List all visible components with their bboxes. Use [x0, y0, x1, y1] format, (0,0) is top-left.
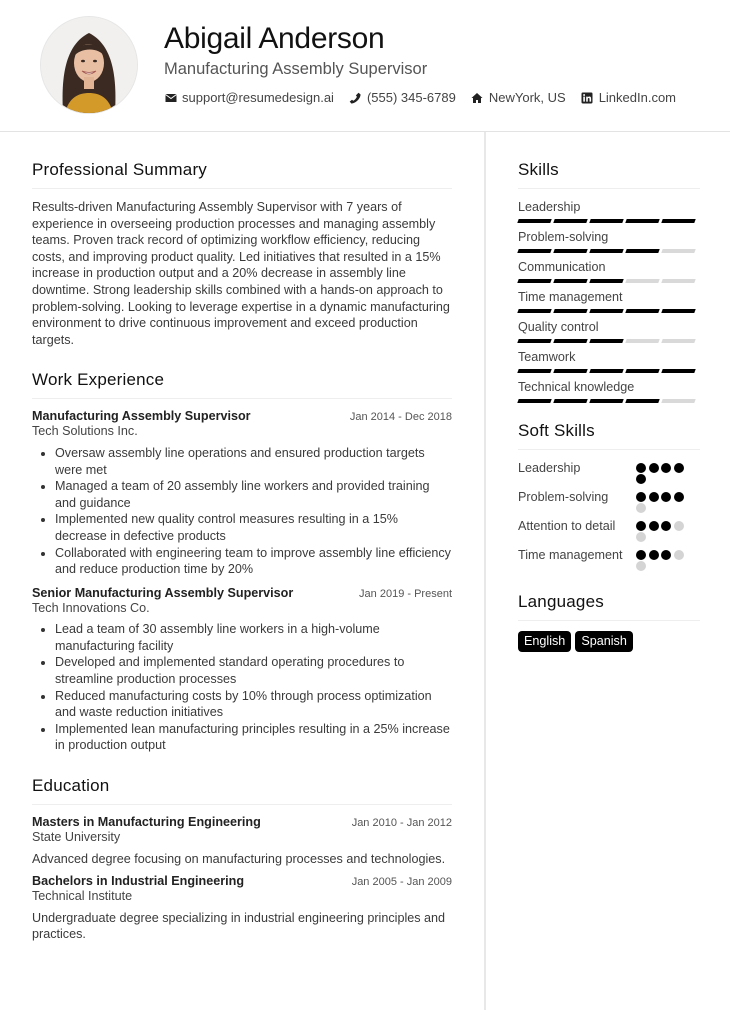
rating-dot-filled — [661, 521, 671, 531]
rating-segment-filled — [517, 309, 551, 313]
section-heading: Education — [32, 776, 452, 805]
rating-dot-filled — [636, 463, 646, 473]
rating-dot-empty — [674, 550, 684, 560]
rating-segment-filled — [661, 369, 695, 373]
skill-rating-bar — [518, 219, 700, 223]
education-dates: Jan 2005 - Jan 2009 — [351, 876, 452, 889]
soft-skills-list — [518, 460, 700, 572]
bullet-item: Oversaw assembly line operations and ensured production targets were met — [32, 445, 452, 478]
skill-rating-bar — [518, 279, 700, 283]
skill-item — [518, 259, 700, 283]
rating-dot-empty — [636, 532, 646, 542]
bullet-item: Lead a team of 30 assembly line workers in a high-volume manufacturing facility — [32, 621, 452, 654]
bullet-item: Implemented new quality control measures resulting in a 15% decrease in defective products — [32, 511, 452, 544]
skill-rating-bar — [518, 339, 700, 343]
rating-dot-filled — [636, 474, 646, 484]
skill-label: Teamwork — [518, 350, 576, 364]
column-divider — [484, 132, 486, 1010]
rating-dot-filled — [674, 492, 684, 502]
school-name: State University — [32, 830, 121, 845]
rating-dot-empty — [636, 561, 646, 571]
rating-dot-empty — [674, 521, 684, 531]
skill-item — [518, 319, 700, 343]
sidebar-column — [518, 160, 700, 652]
rating-dot-filled — [661, 463, 671, 473]
skills-list — [518, 199, 700, 403]
language-tag: English — [518, 631, 571, 652]
education-dates: Jan 2010 - Jan 2012 — [351, 817, 452, 830]
rating-dot-filled — [649, 521, 659, 531]
resume-header — [0, 0, 730, 132]
soft-skill-rating-dots — [636, 489, 686, 514]
rating-segment-filled — [517, 339, 551, 343]
rating-dot-filled — [636, 550, 646, 560]
job-entry — [32, 586, 452, 754]
language-tag: Spanish — [575, 631, 633, 652]
bullet-item: Managed a team of 20 assembly line workers and provided training and guidance — [32, 478, 452, 511]
soft-skill-item — [518, 489, 700, 514]
soft-skill-label: Problem-solving — [518, 490, 609, 504]
summary-section — [32, 160, 452, 348]
rating-segment-filled — [589, 369, 623, 373]
job-bullets — [32, 445, 452, 578]
section-heading: Professional Summary — [32, 160, 452, 189]
job-entry — [32, 409, 452, 577]
degree-title: Masters in Manufacturing Engineering — [32, 815, 261, 830]
school-name: Technical Institute — [32, 889, 133, 904]
skill-rating-bar — [518, 399, 700, 403]
rating-segment-filled — [517, 219, 551, 223]
language-list — [518, 631, 700, 652]
job-title: Senior Manufacturing Assembly Supervisor — [32, 585, 294, 600]
bullet-item: Implemented lean manufacturing principles resulting in a 25% increase in production output — [32, 721, 452, 754]
job-title: Manufacturing Assembly Supervisor — [32, 409, 251, 424]
rating-segment-empty — [661, 249, 695, 253]
rating-segment-filled — [553, 279, 587, 283]
rating-segment-filled — [589, 249, 623, 253]
education-entry — [32, 815, 452, 867]
rating-segment-filled — [589, 309, 623, 313]
skill-label: Technical knowledge — [518, 380, 635, 394]
job-dates: Jan 2014 - Dec 2018 — [349, 411, 452, 424]
skill-item — [518, 379, 700, 403]
linkedin-icon — [581, 91, 594, 104]
skill-label: Communication — [518, 260, 606, 274]
soft-skill-item — [518, 547, 700, 572]
section-heading: Languages — [518, 592, 700, 621]
languages-section — [518, 592, 700, 652]
avatar-portrait-icon — [41, 17, 137, 113]
rating-dot-filled — [649, 550, 659, 560]
main-column — [32, 160, 452, 943]
contact-linkedin-text: LinkedIn.com — [598, 90, 677, 105]
rating-segment-empty — [661, 279, 695, 283]
skill-label: Quality control — [518, 320, 599, 334]
rating-segment-filled — [517, 249, 551, 253]
skill-label: Problem-solving — [518, 230, 609, 244]
rating-segment-filled — [517, 279, 551, 283]
contact-phone-text: (555) 345-6789 — [366, 90, 456, 105]
rating-segment-filled — [661, 309, 695, 313]
soft-skill-rating-dots — [636, 547, 686, 572]
rating-dot-filled — [636, 521, 646, 531]
soft-skill-label: Attention to detail — [518, 519, 616, 533]
rating-segment-empty — [625, 339, 659, 343]
skill-rating-bar — [518, 249, 700, 253]
soft-skill-rating-dots — [636, 460, 686, 485]
rating-dot-filled — [661, 550, 671, 560]
contact-email-text: support@resumedesign.ai — [182, 90, 334, 105]
rating-segment-filled — [589, 219, 623, 223]
summary-text: Results-driven Manufacturing Assembly Supervisor with 7 years of experience in overseeing production processes and managing assembly teams. Proven track record of optimizing workflow efficiency, reducing costs, and improving product quality. Led initiatives that resulted in a 15% increase in production output and a 20% decrease in assembly line downtime. Strong leadership skills combined with a hands-on approach to problem-solving. Looking to leverage expertise in a dynamic manufacturing environment to drive continuous improvement and exceed production targets. — [32, 200, 450, 347]
contact-list — [164, 90, 691, 105]
home-icon — [471, 91, 484, 104]
section-heading: Skills — [518, 160, 700, 189]
education-description: Undergraduate degree specializing in industrial engineering principles and practices. — [32, 910, 446, 942]
rating-segment-filled — [625, 219, 659, 223]
envelope-icon — [164, 91, 177, 104]
contact-email[interactable] — [164, 90, 334, 105]
rating-dot-filled — [636, 492, 646, 502]
bullet-item: Reduced manufacturing costs by 10% through process optimization and waste reduction initiatives — [32, 688, 452, 721]
candidate-title: Manufacturing Assembly Supervisor — [164, 60, 428, 78]
rating-segment-filled — [553, 249, 587, 253]
rating-segment-filled — [589, 399, 623, 403]
rating-segment-filled — [589, 279, 623, 283]
skill-item — [518, 289, 700, 313]
soft-skill-item — [518, 460, 700, 485]
rating-segment-filled — [517, 399, 551, 403]
rating-segment-filled — [625, 369, 659, 373]
rating-dot-filled — [674, 463, 684, 473]
profile-photo — [41, 17, 137, 113]
soft-skills-section — [518, 421, 700, 572]
rating-dot-filled — [661, 492, 671, 502]
contact-phone[interactable] — [349, 90, 456, 105]
education-entry — [32, 874, 452, 943]
contact-linkedin[interactable] — [581, 90, 676, 105]
skill-item — [518, 229, 700, 253]
rating-segment-filled — [553, 369, 587, 373]
skill-rating-bar — [518, 369, 700, 373]
candidate-name: Abigail Anderson — [164, 22, 385, 55]
skill-rating-bar — [518, 309, 700, 313]
section-heading: Work Experience — [32, 370, 452, 399]
bullet-item: Collaborated with engineering team to improve assembly line efficiency and reduce production time by 20% — [32, 545, 452, 578]
rating-dot-filled — [649, 492, 659, 502]
rating-segment-empty — [661, 339, 695, 343]
skills-section — [518, 160, 700, 403]
rating-segment-filled — [625, 399, 659, 403]
rating-segment-filled — [553, 339, 587, 343]
rating-segment-filled — [589, 339, 623, 343]
rating-segment-filled — [625, 309, 659, 313]
experience-section — [32, 370, 452, 754]
soft-skill-label: Leadership — [518, 461, 581, 475]
skill-item — [518, 349, 700, 373]
rating-dot-empty — [636, 503, 646, 513]
skill-item — [518, 199, 700, 223]
soft-skill-item — [518, 518, 700, 543]
soft-skill-rating-dots — [636, 518, 686, 543]
contact-location-text: NewYork, US — [488, 90, 566, 105]
phone-icon — [349, 91, 362, 104]
bullet-item: Developed and implemented standard operating procedures to streamline production processes — [32, 654, 452, 687]
section-heading: Soft Skills — [518, 421, 700, 450]
skill-label: Time management — [518, 290, 623, 304]
rating-segment-empty — [661, 399, 695, 403]
education-section — [32, 776, 452, 943]
company-name: Tech Innovations Co. — [32, 600, 150, 615]
rating-segment-filled — [553, 399, 587, 403]
rating-segment-empty — [625, 279, 659, 283]
rating-segment-filled — [517, 369, 551, 373]
rating-segment-filled — [661, 219, 695, 223]
rating-segment-filled — [553, 219, 587, 223]
company-name: Tech Solutions Inc. — [32, 424, 138, 439]
rating-segment-filled — [625, 249, 659, 253]
soft-skill-label: Time management — [518, 548, 623, 562]
rating-segment-filled — [553, 309, 587, 313]
education-description: Advanced degree focusing on manufacturing processes and technologies. — [32, 851, 446, 866]
degree-title: Bachelors in Industrial Engineering — [32, 874, 245, 889]
job-bullets — [32, 621, 452, 754]
contact-location — [471, 90, 566, 105]
rating-dot-filled — [649, 463, 659, 473]
skill-label: Leadership — [518, 200, 581, 214]
job-dates: Jan 2019 - Present — [359, 587, 452, 600]
